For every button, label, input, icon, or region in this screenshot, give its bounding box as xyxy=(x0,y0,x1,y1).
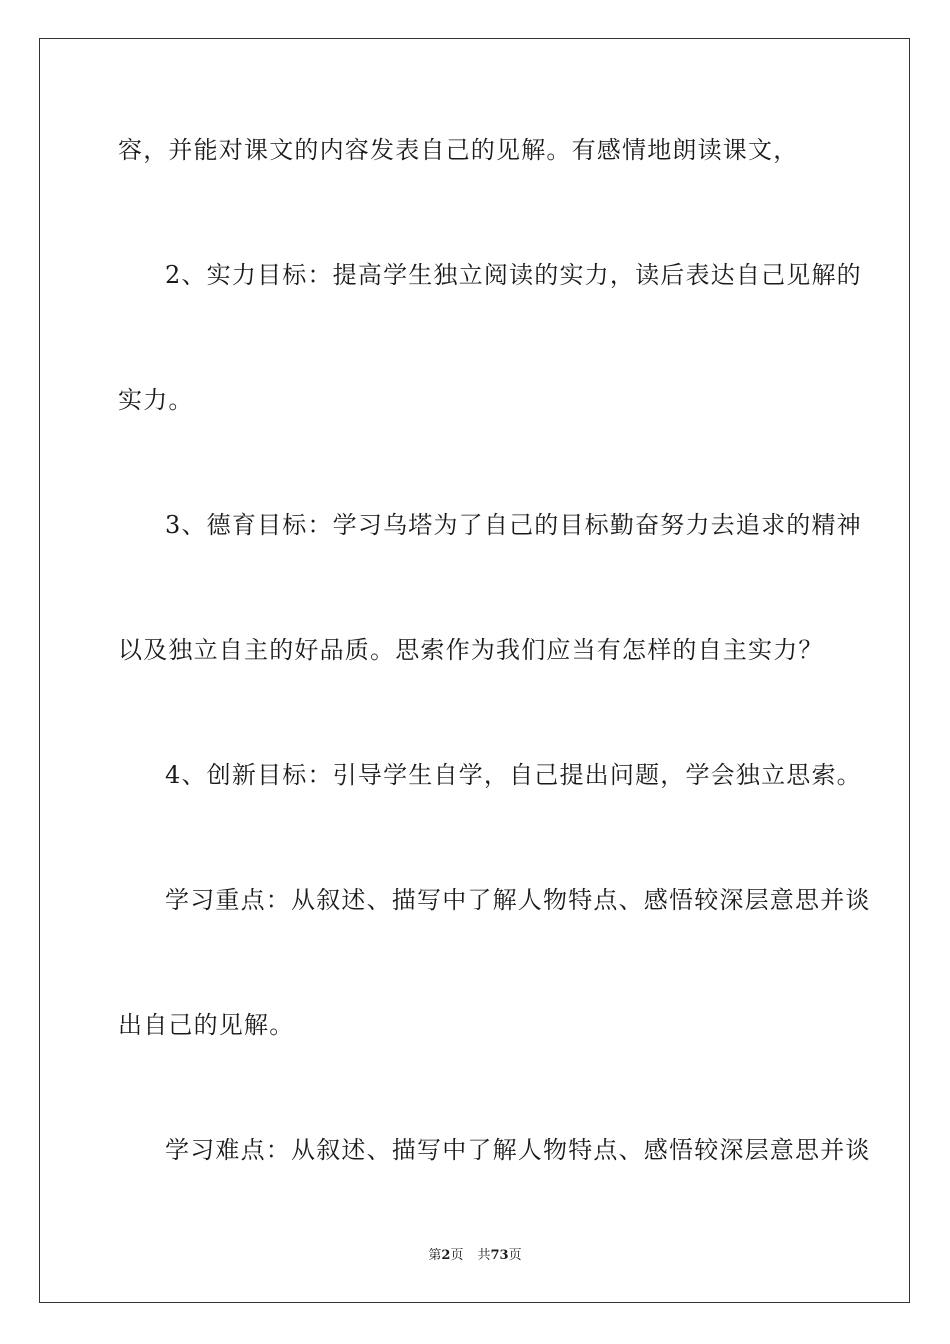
text-line-2: 2、实力目标：提高学生独立阅读的实力，读后表达自己见解的 xyxy=(165,261,862,289)
page-suffix: 页 xyxy=(450,1248,464,1263)
page-number: 2 xyxy=(441,1248,451,1263)
text-line-5: 以及独立自主的好品质。思索作为我们应当有怎样的自主实力？ xyxy=(118,636,824,664)
page-footer xyxy=(0,1247,950,1265)
total-suffix: 页 xyxy=(508,1248,522,1263)
total-prefix: 共 xyxy=(477,1248,491,1263)
text-line-8: 出自己的见解。 xyxy=(118,1011,295,1039)
total-pages: 73 xyxy=(490,1248,509,1263)
text-line-9: 学习难点：从叙述、描写中了解人物特点、感悟较深层意思并谈 xyxy=(165,1136,871,1164)
text-line-7: 学习重点：从叙述、描写中了解人物特点、感悟较深层意思并谈 xyxy=(165,886,871,914)
page-prefix: 第 xyxy=(428,1248,442,1263)
text-line-1: 容，并能对课文的内容发表自己的见解。有感情地朗读课文， xyxy=(118,136,799,164)
text-line-6: 4、创新目标：引导学生自学，自己提出问题，学会独立思索。 xyxy=(165,761,862,789)
page-border xyxy=(39,38,910,1303)
text-line-3: 实力。 xyxy=(118,386,194,414)
text-line-4: 3、德育目标：学习乌塔为了自己的目标勤奋努力去追求的精神 xyxy=(165,511,862,539)
